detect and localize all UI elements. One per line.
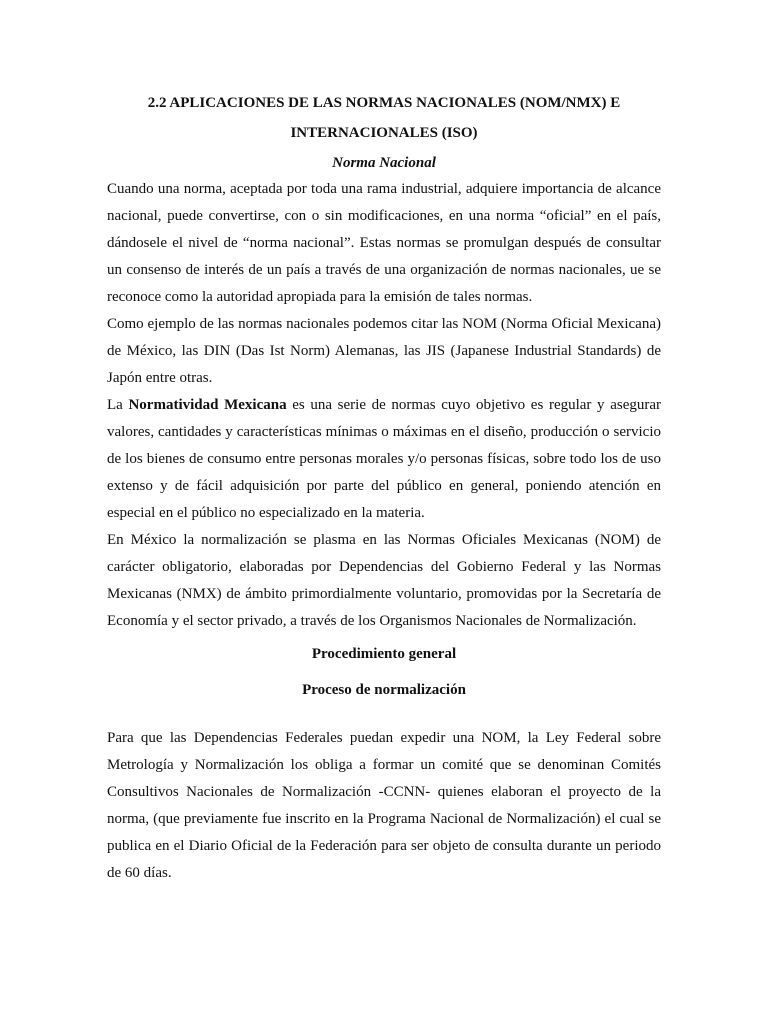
document-content xyxy=(107,88,661,887)
paragraph-mexico: En México la normalización se plasma en las Normas Oficiales Mexicanas (NOM) de carácter obligatorio, elaboradas por Dependencias del Gobierno Federal y las Normas Mexicanas (NMX) de ámbito primordialmente voluntario, promovidas por la Secretaría de Economía y el sector privado, a través de los Organismos Nacionales de Normalización. xyxy=(107,532,661,629)
normatividad-prefix: La xyxy=(107,397,129,413)
section-subtitle: Norma Nacional xyxy=(332,155,436,171)
paragraph-ejemplos: Como ejemplo de las normas nacionales podemos citar las NOM (Norma Oficial Mexicana) de México, las DIN (Das Ist Norm) Alemanas, las JIS (Japanese Industrial Standards) de Japón entre otras. xyxy=(107,316,661,386)
paragraph-proceso: Para que las Dependencias Federales puedan expedir una NOM, la Ley Federal sobre Metrología y Normalización los obliga a formar un comité que se denominan Comités Consultivos Nacionales de Normalización -CCNN- quienes elaboran el proyecto de la norma, (que previamente fue inscrito en la Programa Nacional de Normalización) el cual se publica en el Diario Oficial de la Federación para ser objeto de consulta durante un periodo de 60 días. xyxy=(107,730,661,881)
normatividad-rest: es una serie de normas cuyo objetivo es regular y asegurar valores, cantidades y características mínimas o máximas en el diseño, producción o servicio de los bienes de consumo entre personas morales y/o personas físicas, sobre todo los de uso extenso y de fácil adquisición por parte del público en general, poniendo atención en especial en el público no especializado en la materia. xyxy=(107,397,661,521)
heading-procedimiento: Procedimiento general xyxy=(311,646,457,662)
paragraph-norma-nacional: Cuando una norma, aceptada por toda una rama industrial, adquiere importancia de alcance nacional, puede convertirse, con o sin modificaciones, en una norma “oficial” en el país, dándosele el nivel de “norma nacional”. Estas normas se promulgan después de consultar un consenso de interés de un país a través de una organización de normas nacionales, ue se reconoce como la autoridad apropiada para la emisión de tales normas. xyxy=(107,181,661,305)
heading-proceso: Proceso de normalización xyxy=(302,682,466,698)
paragraph-normatividad xyxy=(107,392,661,527)
document-title: 2.2 APLICACIONES DE LAS NORMAS NACIONALES (NOM/NMX) E INTERNACIONALES (ISO) xyxy=(147,95,621,141)
spacer xyxy=(107,703,661,725)
normatividad-bold-term: Normatividad Mexicana xyxy=(128,397,287,413)
